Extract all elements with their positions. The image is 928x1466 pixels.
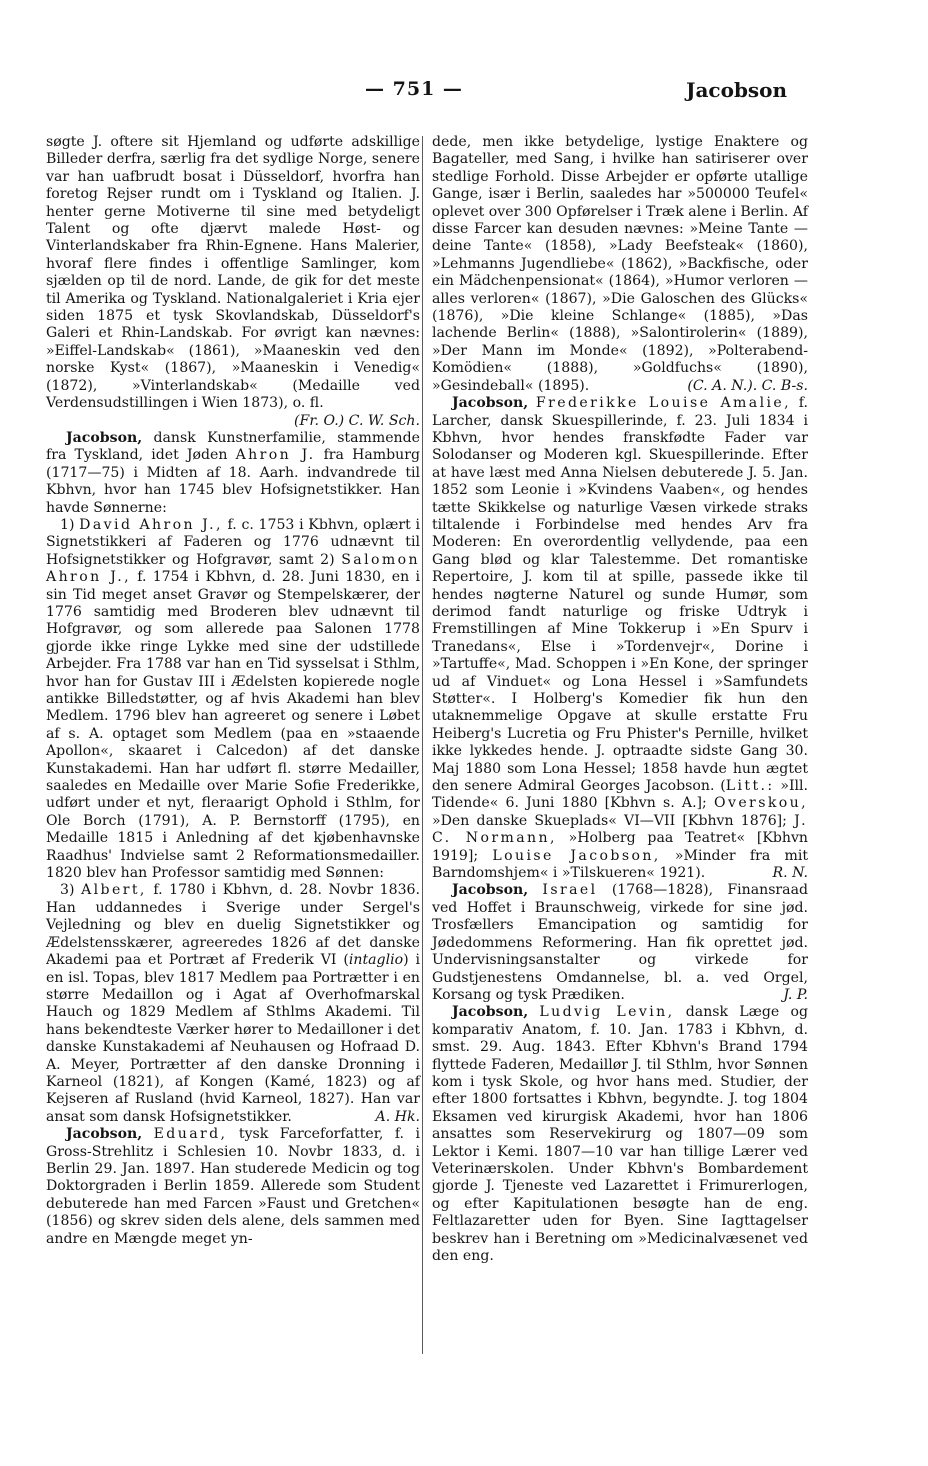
entry-ludvig-levin	[432, 1004, 808, 1265]
entry-text: fra Hamburg (1717—75) i Midten af 18. Aarh. indvandrede til Kbhvn, hvor han 1745 blev Hofsignetstikker. Han havde Sønnerne:	[46, 447, 420, 516]
author-signature: R. N.	[772, 865, 808, 882]
article-continuation	[432, 134, 808, 395]
literature-label: Litt.:	[725, 778, 775, 795]
entry-text: »Holberg paa Teatret« [Kbhvn 1919];	[432, 830, 808, 864]
entry-text: »Den danske Skueplads« VI—VII [Kbhvn 1876];	[432, 812, 787, 829]
entry-text: dansk Kunstnerfamilie, stammende fra Tyskland, idet Jøden	[46, 429, 420, 464]
entry-frederikke: Jacobson, Frederikke Louise Amalie, f. Larcher, dansk Skuespillerinde, f. 23. Juli 1834 i Kbhvn, hvor hendes franskfødte Fader var Solodanser og Moderen kgl. Skuespillerinde. Efter at have læst med Anna Nielsen debuterede J. 5. Jan. 1852 som Leonie i »Kvindens Vaaben«, og hendes tætte Skikkelse og naturlige Væsen virkede straks tiltalende i Forbindelse med hendes Arv fra Moderen: En overordentlig vellydende, paa een Gang blød og klar Talestemme. Det romantiske Repertoire, J. kom til at spille, passede ikke til hendes nøgterne Naturel og sunde Humør, som derimod fandt naturlige og friske Udtryk i Fremstillingen af Mine Tokkerup i »En Spurv i Tranedans«, Else i »Tordenvejr«, Dorine i »Tartuffe«, Mad. Schoppen i »En Kone, der springer ud af Vinduet« og Lona Hessel i »Samfundets Støtter«. I Holberg's Komedier fik hun den utaknemmelige Opgave at skulle erstatte Fru Heiberg's Lucretia og Fru Phister's Pernille, hvilket ikke lykkedes hende. J. optraadte sidste Gang 30. Maj 1880 som Lona Hessel; 1858 havde hun ægtet den senere Admiral Georges Jacobson. (Litt.: »Ill. Tidende« 6. Juni 1880 [Kbhvn s. A.]; Overskou, »Den danske Skueplads« VI—VII [Kbhvn 1876]; J. C. Normann, »Holberg paa Teatret« [Kbhvn 1919]; Louise Jacobson, »Minder fra mit Barndomshjem« i »Tilskueren« 1921). R. N.	[432, 395, 809, 882]
entry-text: f. 1780 i Kbhvn, d. 28. Novbr 1836. Han uddannedes i Sverige under Sergel's Vejledning og blev en duelig Signetstikker og Ædelstensskærer, agreeredes 1826 af det danske Akademi paa et Portræt af Frederik VI (	[46, 882, 420, 969]
running-head: Jacobson	[686, 78, 788, 102]
entry-text: f. Larcher, dansk Skuespillerinde, f. 23. Juli 1834 i Kbhvn, hvor hendes franskfødte Fader var Solodanser og Moderen kgl. Skuespillerinde. Efter at have læst med Anna Nielsen debuterede J. 5. Jan. 1852 som Leonie i »Kvindens Vaaben«, og hendes tætte Skikkelse og naturlige Væsen virkede straks tiltalende i Forbindelse med hendes Arv fra Moderen: En overordentlig vellydende, paa een Gang blød og klar Talestemme. Det romantiske Repertoire, J. kom til at spille, passede ikke til hendes nøgterne Naturel og sunde Humør, som derimod fandt naturlige og friske Udtryk i Fremstillingen af Mine Tokkerup i »En Spurv i Tranedans«, Else i »Tordenvejr«, Dorine i »Tartuffe«, Mad. Schoppen i »En Kone, der springer ud af Vinduet« og Lona Hessel i »Samfundets Støtter«. I Holberg's Komedier fik hun den utaknemmelige Opgave at skulle erstatte Fru Heiberg's Lucretia og Fru Phister's Pernille, hvilket ikke lykkedes hende. J. optraadte sidste Gang 30. Maj 1880 som Lona Hessel; 1858 havde hun ægtet den senere Admiral Georges Jacobson.	[432, 395, 808, 795]
entry-text: »Minder fra mit Barndomshjem« i »Tilskueren« 1921).	[432, 847, 808, 882]
article-text: dede, men ikke betydelige, lystige Enaktere og Bagateller, med Sang, i hvilke han satiriserer over stedlige Forhold. Disse Arbejder er opførte utallige Gange, især i Berlin, saaledes har »500000 Teufel« oplevet over 300 Opførelser i Træk alene i Berlin. Af disse Farcer kan desuden nævnes: »Meine Tante — deine Tante« (1858), »Lady Beefsteak« (1860), »Lehmanns Jugendliebe« (1862), »Backfische, oder ein Mädchenpensionat« (1864), »Humor verloren — alles verloren« (1867), »Die Galoschen des Glücks« (1876), »Die kleine Schlange« (1885), »Das lachende Berlin« (1888), »Salontirolerin« (1889), »Der Mann im Monde« (1892), »Polterabend-Komödien« (1888), »Goldfuchs« (1890), »Gesindeball« (1895).	[432, 134, 809, 394]
person-name: Albert,	[81, 882, 147, 899]
person-name: Israel	[542, 882, 598, 899]
entry-text: ) i en isl. Topas, blev 1817 Medlem paa Portrætter i en større Medaillon og i Agat af Overhofmarskal Hauch og 1829 Medlem af Sthlms Akademi. Til hans bekendteste Værker hører to Medailloner i det danske Kunstakademi af Neuhausen og Hofraad D. A. Meyer, Portrætter af den danske Dronning i Karneol (1821), af Kongen (Kamé, 1823) og af Kejseren af Rusland (hvid Karneol, 1827). Han var ansat som dansk Hofsignetstikker.	[46, 952, 420, 1125]
entry-israel	[432, 882, 808, 1004]
entry-eduard	[46, 1126, 420, 1248]
author-signature: A. Hk.	[375, 1108, 420, 1125]
right-column	[432, 134, 808, 1265]
entry-david-ahron	[46, 517, 420, 883]
entry-albert	[46, 882, 420, 1126]
entry-jacobson-family	[46, 430, 420, 517]
italic-term: intaglio	[348, 952, 404, 969]
person-name: David Ahron J.,	[79, 516, 223, 533]
list-marker: 1)	[60, 516, 75, 533]
article-continuation	[46, 134, 420, 430]
person-name: Louise Jacobson,	[492, 847, 661, 864]
list-marker: 3)	[60, 882, 75, 899]
article-text: søgte J. oftere sit Hjemland og udførte adskillige Billeder derfra, særlig fra det sydlige Norge, senere var han uafbrudt bosat i Düsseldorf, hvorfra han foretog Rejser rundt om i Tyskland og Italien. J. henter gerne Motiverne til sine med betydeligt Talent og ofte djærvt malede Høst- og Vinterlandskaber fra Rhin-Egnene. Hans Malerier, hvoraf flere findes i offentlige Samlinger, kom sjælden op til de nord. Lande, de gik for det meste til Amerika og Tyskland. Nationalgaleriet i Kria ejer siden 1875 et tysk Skovlandskab, Düsseldorf's Galeri et Rhin-Landskab. For øvrigt kan nævnes: »Eiffel-Landskab« (1861), »Maaneskin ved den norske Kyst« (1867), »Maaneskin i Venedig« (1872), »Vinterlandskab« (Medaille ved Verdensudstillingen i Wien 1873), o. fl.	[46, 134, 420, 412]
person-name: Overskou,	[714, 795, 809, 812]
person-name: J. C. Normann,	[432, 812, 808, 847]
entry-headword: Jacobson,	[452, 1004, 529, 1021]
author-signature: (C. A. N.). C. B-s.	[687, 377, 808, 394]
entry-text: f. 1754 i Kbhvn, d. 28. Juni 1830, en i sin Tid meget anset Gravør og Stempelskærer, der 1776 samtidig med Broderen blev udnævnt til Hofgravør, og som allerede paa Salonen 1778 gjorde ikke ringe Lykke med sine der udstillede Arbejder. Fra 1788 var han en Tid sysselsat i Sthlm, hvor han for Gustav III i Ædelsten kopierede nogle antikke Billedstøtter, og af hvis Akademi han blev Medlem. 1796 blev han agreeret og senere i Løbet af s. A. optaget som Medlem (paa en »staaende Apollon«, skaaret i Calcedon) af det danske Kunstakademi. Han har udført fl. større Medailler, saaledes en Medaille over Marie Sofie Frederikke, udført under et nyt, fleraarigt Ophold i Sthlm, for Ole Borch (1791), A. P. Bernstorff (1795), en Medaille 1815 i Anledning af det kjøbenhavnske Raadhus' Indvielse samt 2 Reformationsmedailler. 1820 blev han Professor samtidig med Sønnen:	[46, 569, 420, 882]
entry-headword: Jacobson,	[66, 429, 143, 446]
page-header	[46, 76, 782, 104]
person-name: Eduard,	[153, 1126, 228, 1143]
page-number: — 751 —	[365, 78, 463, 100]
entry-headword: Jacobson,	[66, 1126, 143, 1143]
entry-headword: Jacobson,	[452, 395, 529, 412]
person-name: Frederikke Louise Amalie,	[535, 395, 792, 412]
person-name: Ludvig Levin,	[539, 1004, 675, 1021]
author-signature: (Fr. O.) C. W. Sch.	[294, 412, 420, 429]
entry-headword: Jacobson,	[452, 882, 529, 899]
entry-text: tysk Farceforfatter, f. i Gross-Strehlitz i Schlesien 10. Novbr 1833, d. i Berlin 29. Jan. 1897. Han studerede Medicin og tog Doktorgraden i Berlin 1859. Allerede som Student debuterede han med Farcen »Faust und Gretchen« (1856) og skrev siden dels alene, dels sammen med andre en Mængde meget yn-	[46, 1126, 420, 1247]
person-name: Ahron J.	[235, 447, 316, 464]
left-column	[46, 134, 420, 1248]
column-divider	[422, 136, 423, 1354]
person-name: Salomon Ahron J.,	[46, 551, 420, 586]
entry-text: (1768—1828), Finansraad ved Hoffet i Braunschweig, virkede for sine jød. Trosfællers Emancipation og samtidig for Jødedommens Reformering. Han fik oprettet jød. Undervisningsanstalter og virkede for Gudstjenestens Omdannelse, bl. a. ved Orgel, Korsang og tysk Prædiken.	[432, 882, 808, 1003]
entry-text: f. c. 1753 i Kbhvn, oplært i Signetstikkeri af Faderen og 1776 udnævnt til Hofsignetstikker og Hofgravør, samt 2)	[46, 516, 420, 568]
entry-text: dansk Læge og komparativ Anatom, f. 10. Jan. 1783 i Kbhvn, d. smst. 29. Aug. 1843. Efter Kbhvn's Brand 1794 flyttede Faderen, Medaillør J. til Sthlm, hvor Sønnen kom i tysk Skole, og hvor hans med. Studier, der efter 1800 fortsattes i Kbhvn, begyndte. J. tog 1804 Eksamen ved kirurgisk Akademi, hvor han 1806 ansattes som Reservekirurg og 1807—09 som Lektor i Kemi. 1807—10 var han tillige Lærer ved Veterinærskolen. Under Kbhvn's Bombardement gjorde J. Tjeneste ved Lazarettet i Frimurerlogen, og efter Kapitulationen besøgte han de eng. Feltlazaretter uden for Byen. Sine Iagttagelser beskrev han i Beretning om »Medicinalvæsenet ved den eng.	[432, 1004, 809, 1264]
entry-text: »Ill. Tidende« 6. Juni 1880 [Kbhvn s. A.];	[432, 778, 809, 812]
author-signature: J. P.	[783, 986, 808, 1003]
